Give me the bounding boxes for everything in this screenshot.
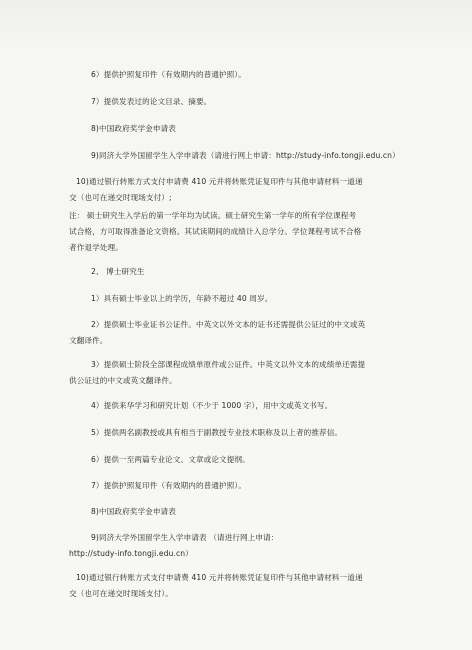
doctoral-heading: 2、 博士研究生: [91, 267, 145, 276]
doctoral-item-4: 4）提供来华学习和研究计划（不少于 1000 字），用中文或英文书写。: [91, 401, 333, 410]
master-item-10-line2: 交（也可在递交时现场支付）;: [69, 193, 172, 202]
master-item-8: 8)中国政府奖学金申请表: [91, 124, 176, 133]
doctoral-item-1: 1）具有硕士毕业以上的学历，年龄不超过 40 周岁。: [91, 294, 273, 303]
doctoral-item-3-line1: 3）提供硕士阶段全部课程成绩单原件或公证件。中英文以外文本的成绩单还需提: [91, 360, 366, 369]
doctoral-item-8: 8)中国政府奖学金申请表: [91, 507, 176, 516]
doctoral-item-3-line2: 供公证过的中文或英文翻译件。: [69, 376, 177, 385]
master-item-6: 6）提供护照复印件（有效期内的普通护照）。: [91, 70, 247, 79]
master-item-9: 9)同济大学外国留学生入学申请表（请进行网上申请：http://study-info.tongji.edu.cn）: [91, 151, 400, 160]
doctoral-item-10-line1: 10)通过银行转账方式支付申请费 410 元并将转账凭证复印件与其他申请材料一道递: [76, 573, 363, 582]
doctoral-item-2-line1: 2）提供硕士毕业证书公证件。中英文以外文本的证书还需提供公证过的中文或英: [91, 320, 366, 329]
doctoral-item-7: 7）提供护照复印件（有效期内的普通护照）。: [91, 481, 247, 490]
doctoral-item-9-line2: http://study-info.tongji.edu.cn）: [69, 549, 193, 558]
doctoral-item-9-line1: 9)同济大学外国留学生入学申请表 （请进行网上申请：: [91, 533, 279, 542]
doctoral-item-5: 5）提供两名副教授或具有相当于副教授专业技术职称及以上者的推荐信。: [91, 428, 343, 437]
master-note-line1: 注： 硕士研究生入学后的第一学年均为试读。硕士研究生第一学年的所有学位课程考: [69, 211, 357, 220]
doctoral-item-10-line2: 交（也可在递交时现场支付）。: [69, 589, 173, 598]
master-item-10-line1: 10)通过银行转账方式支付申请费 410 元并将转账凭证复印件与其他申请材料一道递: [76, 177, 363, 186]
master-note-line2: 试合格，方可取得准备论文资格。其试读期间的成绩计入总学分。学位课程考试不合格: [69, 227, 362, 236]
doctoral-item-2-line2: 文翻译件。: [69, 336, 108, 345]
master-item-7: 7）提供发表过的论文目录、摘要。: [91, 97, 212, 106]
master-note-line3: 者作退学处理。: [69, 243, 123, 252]
doctoral-item-6: 6）提供一至两篇专业论文、文章或论文提纲。: [91, 455, 250, 464]
